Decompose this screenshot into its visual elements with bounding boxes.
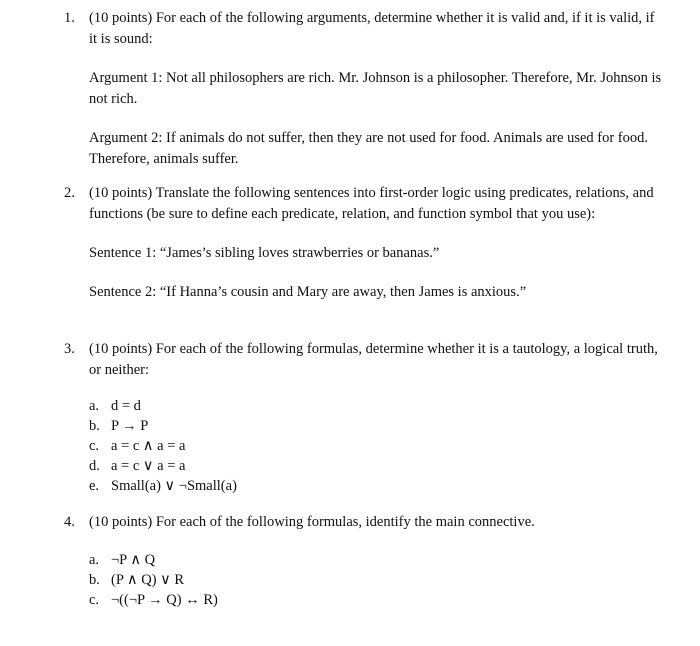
question-text: (10 points) For each of the following arguments, determine whether it is valid and, if it is valid, if it is sound: bbox=[89, 10, 655, 47]
question-1 bbox=[64, 8, 664, 170]
item-formula: ¬((¬P → Q) ↔ R) bbox=[111, 592, 218, 608]
formula-list bbox=[89, 550, 664, 610]
formula-list bbox=[89, 396, 664, 496]
item-letter: b. bbox=[89, 572, 100, 588]
question-number: 4. bbox=[64, 514, 75, 530]
item-formula: ¬P ∧ Q bbox=[111, 552, 156, 568]
list-item bbox=[89, 550, 664, 570]
item-formula: P → P bbox=[111, 418, 149, 434]
list-item bbox=[89, 570, 664, 590]
item-formula: (P ∧ Q) ∨ R bbox=[111, 572, 185, 588]
question-2 bbox=[64, 183, 664, 303]
item-formula: a = c ∨ a = a bbox=[111, 458, 186, 474]
item-letter: a. bbox=[89, 552, 100, 568]
question-4 bbox=[64, 512, 664, 610]
sentence-1: Sentence 1: “James’s sibling loves strawberries or bananas.” bbox=[89, 245, 440, 261]
question-number: 3. bbox=[64, 341, 75, 357]
list-item bbox=[89, 590, 664, 610]
item-letter: c. bbox=[89, 438, 100, 454]
question-3 bbox=[64, 339, 664, 496]
list-item bbox=[89, 416, 664, 436]
list-item bbox=[89, 456, 664, 476]
question-text: (10 points) For each of the following formulas, identify the main connective. bbox=[89, 514, 535, 530]
item-formula: d = d bbox=[111, 398, 141, 414]
list-item bbox=[89, 396, 664, 416]
item-letter: d. bbox=[89, 458, 100, 474]
sentence-2: Sentence 2: “If Hanna’s cousin and Mary are away, then James is anxious.” bbox=[89, 284, 527, 300]
question-number: 2. bbox=[64, 185, 75, 201]
argument-1: Argument 1: Not all philosophers are rich. Mr. Johnson is a philosopher. Therefore, Mr. Johnson is not rich. bbox=[89, 70, 662, 107]
item-letter: c. bbox=[89, 592, 100, 608]
question-text: (10 points) For each of the following formulas, determine whether it is a tautology, a logical truth, or neither: bbox=[89, 341, 658, 378]
item-formula: a = c ∧ a = a bbox=[111, 438, 186, 454]
question-text: (10 points) Translate the following sentences into first-order logic using predicates, relations, and functions (be sure to define each predicate, relation, and function symbol that you use): bbox=[89, 185, 654, 222]
item-letter: e. bbox=[89, 478, 100, 494]
argument-2: Argument 2: If animals do not suffer, then they are not used for food. Animals are used for food. Therefore, animals suffer. bbox=[89, 130, 649, 167]
list-item bbox=[89, 436, 664, 456]
question-number: 1. bbox=[64, 10, 75, 26]
list-item bbox=[89, 476, 664, 496]
item-letter: a. bbox=[89, 398, 100, 414]
item-letter: b. bbox=[89, 418, 100, 434]
item-formula: Small(a) ∨ ¬Small(a) bbox=[111, 478, 237, 494]
